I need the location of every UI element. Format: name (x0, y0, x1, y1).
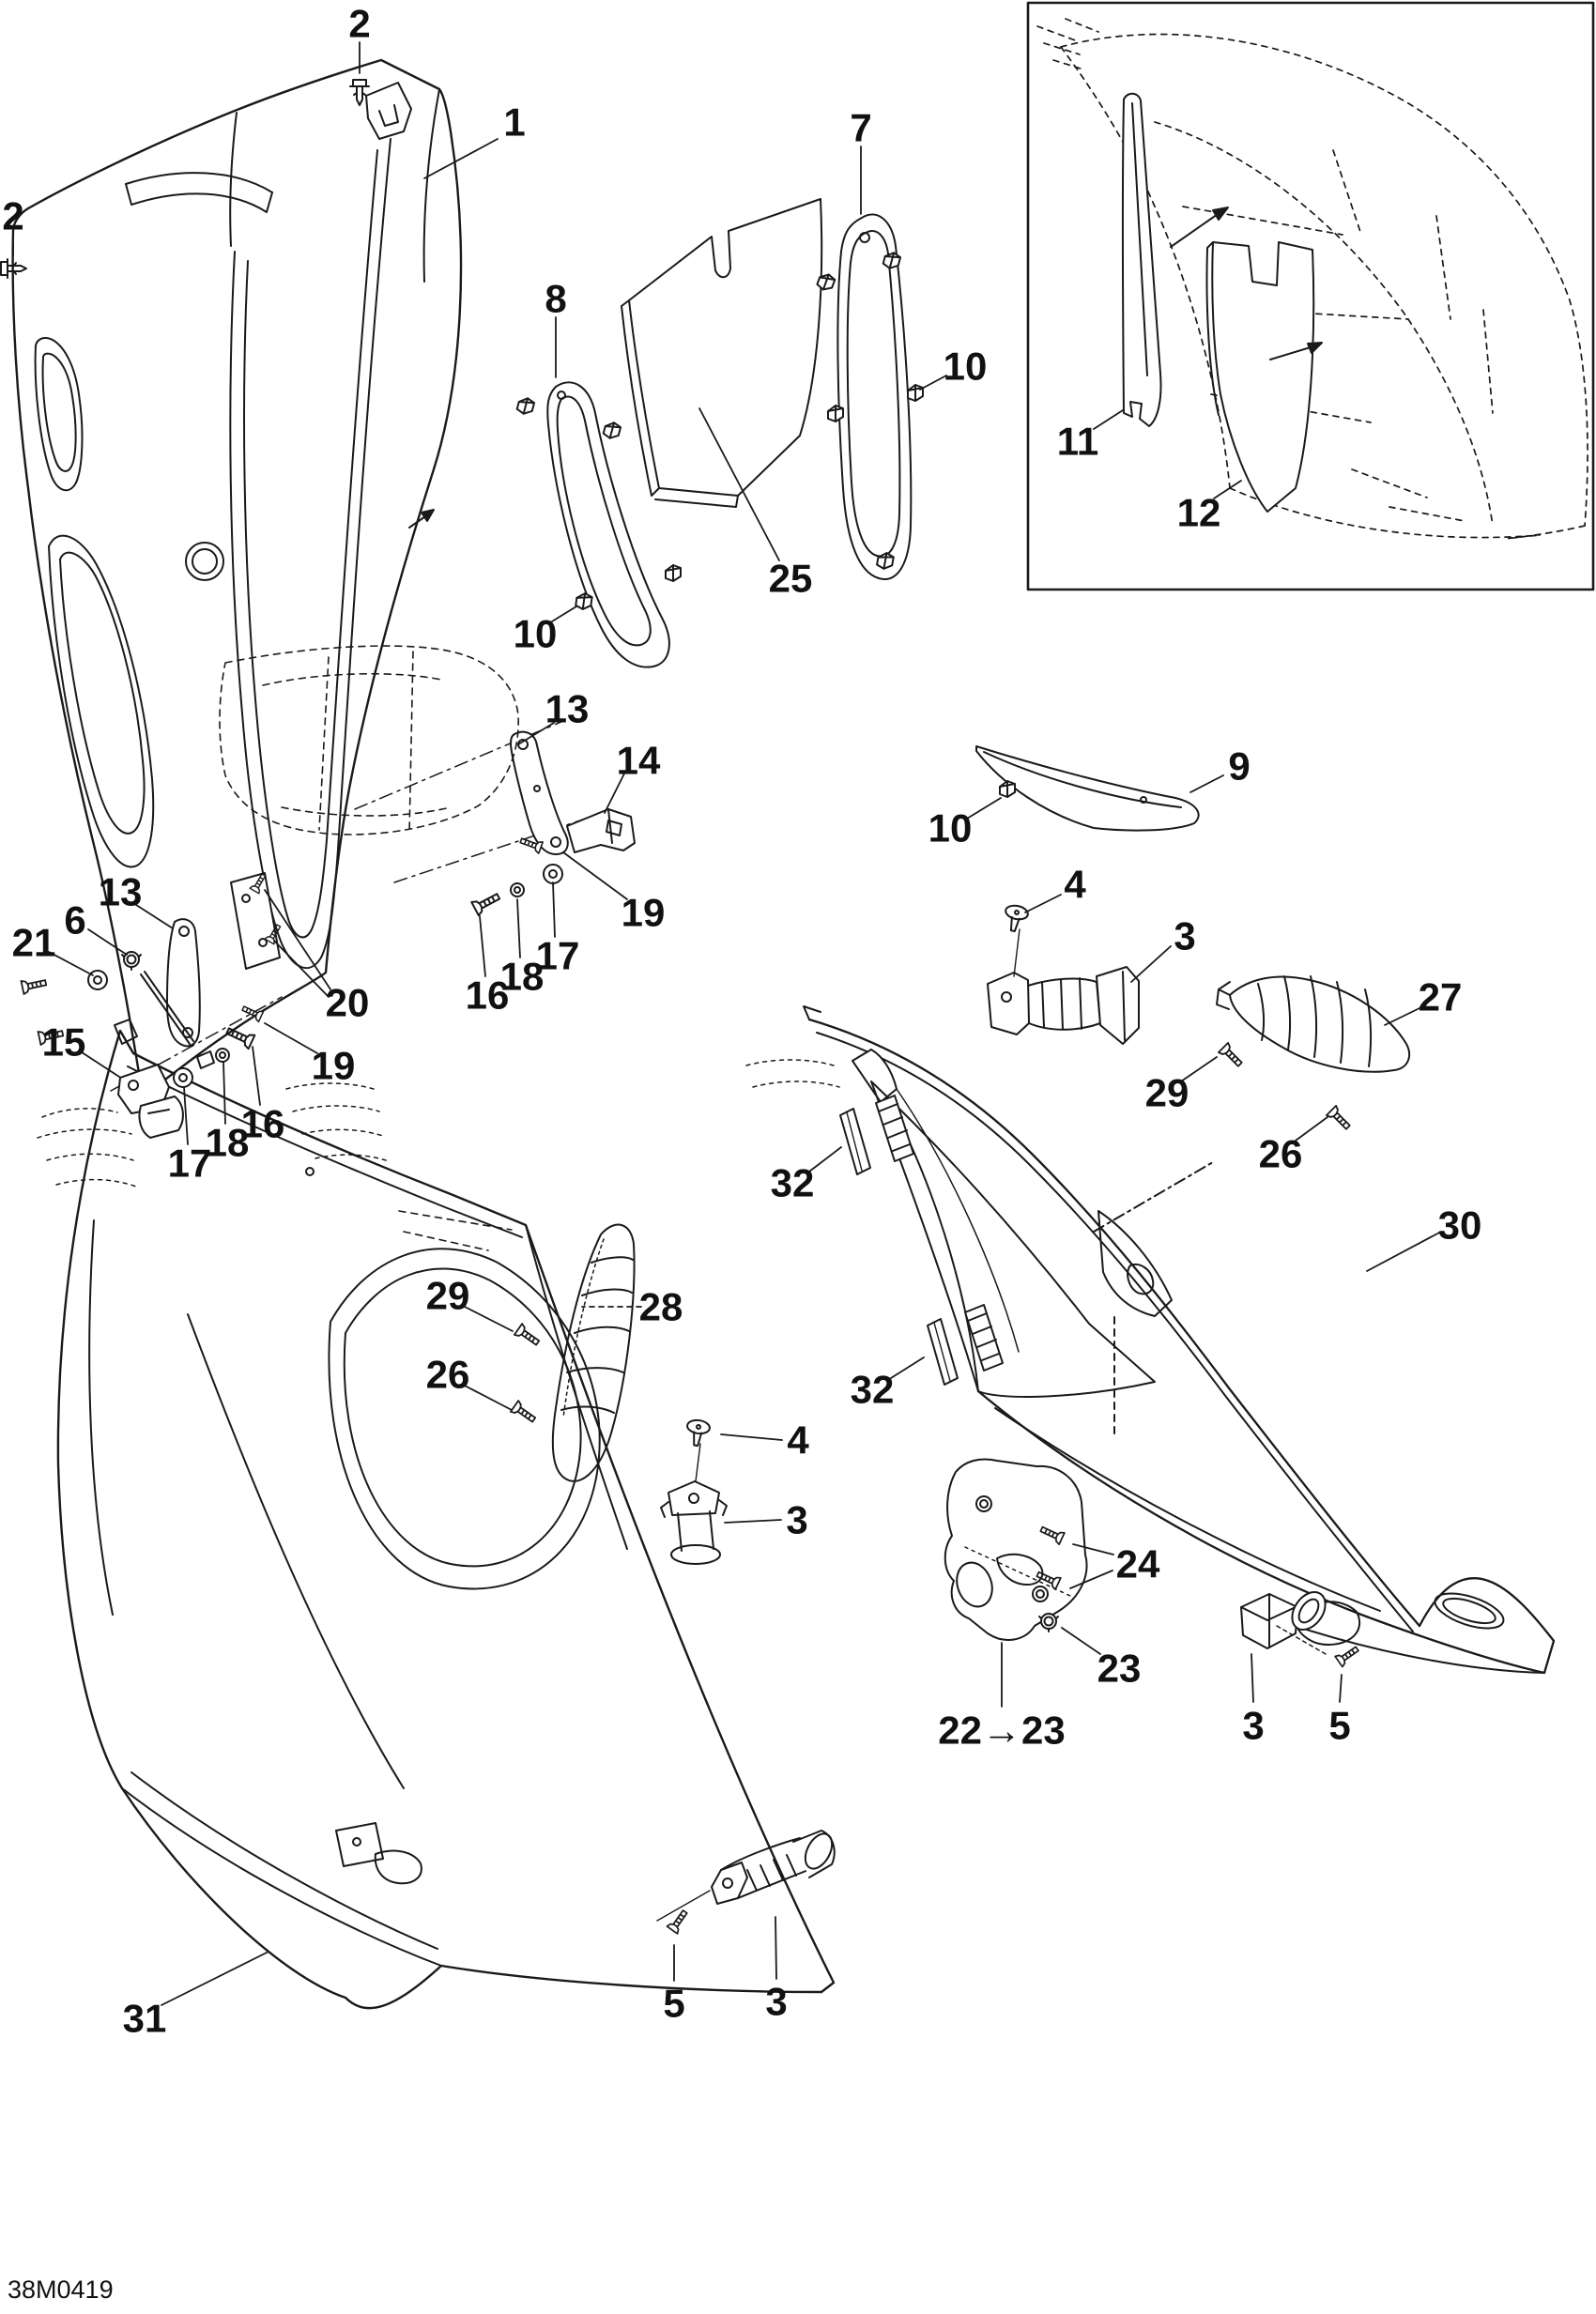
part-3-latch-bottom-right (1241, 1586, 1360, 1666)
part-callout-6-27: 6 (64, 897, 86, 942)
part-callout-26-37: 26 (425, 1352, 470, 1397)
callout-leader (1062, 1628, 1100, 1654)
part-callout-19-31: 19 (311, 1043, 356, 1088)
part-3-latch-right (988, 904, 1139, 1044)
part-22-23-bracket (945, 1460, 1087, 1640)
part-23-nut (1039, 1614, 1058, 1632)
callout-leader (463, 1385, 512, 1410)
diagram-artwork (1, 2, 1593, 2305)
part-25-foam-panel (622, 199, 821, 507)
callout-leader (480, 916, 485, 976)
callout-leader (161, 1952, 269, 2005)
part-callout-21-28: 21 (11, 920, 56, 965)
part-callout-15-29: 15 (41, 1019, 86, 1065)
part-5-screw-centre (667, 1908, 690, 1934)
part-callout-5-44: 5 (1328, 1703, 1351, 1748)
part-callout-23-41: 23 (1097, 1646, 1142, 1691)
part-callout-8-4: 8 (545, 276, 567, 321)
inset-part-11 (1123, 94, 1161, 426)
callout-leader (967, 798, 1001, 819)
part-callout-4-12: 4 (1064, 862, 1086, 907)
callout-leader (1340, 1675, 1342, 1702)
diagram-code: 38M0419 (8, 2276, 114, 2304)
callout-leader (775, 1917, 776, 1979)
part-callout-2-2: 2 (2, 193, 24, 238)
callout-leader (563, 852, 627, 899)
inset-box (1028, 3, 1593, 590)
callout-leader (463, 1306, 513, 1331)
part-callout-14-21: 14 (616, 738, 661, 783)
part-callout-3-13: 3 (1174, 913, 1196, 958)
part-5-screw-right (1335, 1644, 1360, 1667)
part-callout-20-30: 20 (325, 980, 370, 1025)
part-26-screw-left (511, 1401, 538, 1425)
part-callout-22→23-42: 22→23 (938, 1708, 1066, 1753)
part-callout-3-47: 3 (765, 1979, 788, 2024)
part-3-knob-bottom-centre (657, 1830, 837, 1934)
part-29-screw-left (514, 1324, 542, 1348)
part-callout-13-26: 13 (98, 869, 143, 914)
callout-leader (1367, 1232, 1441, 1271)
part-callout-26-16: 26 (1258, 1131, 1303, 1176)
part-callout-11-8: 11 (1056, 419, 1099, 464)
part-callout-3-39: 3 (786, 1497, 808, 1542)
part-callout-25-6: 25 (768, 556, 813, 601)
callout-leader (1251, 1654, 1253, 1702)
callout-leader (553, 882, 555, 937)
part-callout-9-10: 9 (1228, 743, 1251, 789)
part-callout-29-35: 29 (425, 1273, 470, 1318)
callout-leader (265, 1023, 317, 1053)
part-callout-28-36: 28 (638, 1284, 683, 1329)
callout-leader (725, 1520, 781, 1523)
part-callout-16-25: 16 (465, 973, 510, 1018)
part-callout-18-24: 18 (499, 954, 545, 999)
part-callout-18-33: 18 (205, 1120, 250, 1165)
part-callout-1-0: 1 (503, 100, 526, 145)
callout-leader (517, 899, 520, 958)
upper-hinge-cluster (355, 721, 635, 915)
callout-leader (721, 1434, 782, 1440)
part-callout-31-45: 31 (122, 1996, 167, 2041)
callout-leader (1190, 775, 1223, 792)
part-callout-24-40: 24 (1115, 1541, 1160, 1586)
part-27-handle (1217, 976, 1409, 1132)
part-callout-27-14: 27 (1418, 974, 1463, 1019)
part-callout-29-15: 29 (1144, 1070, 1189, 1115)
part-callout-10-11: 10 (928, 805, 973, 851)
part-9-trim (976, 746, 1199, 831)
part-26-screw-right (1327, 1106, 1353, 1132)
part-2-rivets (1, 80, 369, 278)
part-callout-2-1: 2 (348, 1, 371, 46)
inset-part-12 (1207, 242, 1314, 512)
callout-leader (1131, 946, 1171, 982)
callout-leader (88, 929, 127, 955)
part-callout-10-7: 10 (513, 611, 558, 656)
part-callout-17-34: 17 (167, 1141, 212, 1186)
part-callout-19-22: 19 (621, 890, 666, 935)
callout-leader (1385, 1008, 1420, 1025)
part-callout-7-3: 7 (850, 105, 872, 150)
part-callout-32-18: 32 (770, 1160, 815, 1205)
callout-leader (253, 1047, 260, 1105)
part-callout-4-38: 4 (787, 1418, 809, 1463)
callout-leader (1025, 895, 1061, 912)
part-29-screw-right (1219, 1043, 1245, 1069)
part-callout-30-17: 30 (1437, 1203, 1482, 1248)
part-callout-12-9: 12 (1176, 490, 1221, 535)
part-callout-5-46: 5 (663, 1981, 685, 2026)
part-4-pin-bottom (684, 1418, 711, 1489)
part-callout-16-32: 16 (240, 1101, 285, 1146)
part-4-pin-right (1002, 904, 1029, 933)
part-3-latch-bottom (661, 1481, 727, 1564)
callout-leader (223, 1063, 225, 1124)
part-callout-10-5: 10 (943, 344, 988, 389)
part-callout-13-20: 13 (545, 686, 590, 731)
callout-leader (424, 139, 498, 178)
part-callout-32-19: 32 (850, 1367, 895, 1412)
part-callout-3-43: 3 (1242, 1703, 1265, 1748)
callout-leader (891, 1357, 924, 1378)
part-callout-17-23: 17 (535, 933, 580, 978)
callout-leader (699, 408, 779, 560)
part-7-seal (816, 215, 923, 579)
